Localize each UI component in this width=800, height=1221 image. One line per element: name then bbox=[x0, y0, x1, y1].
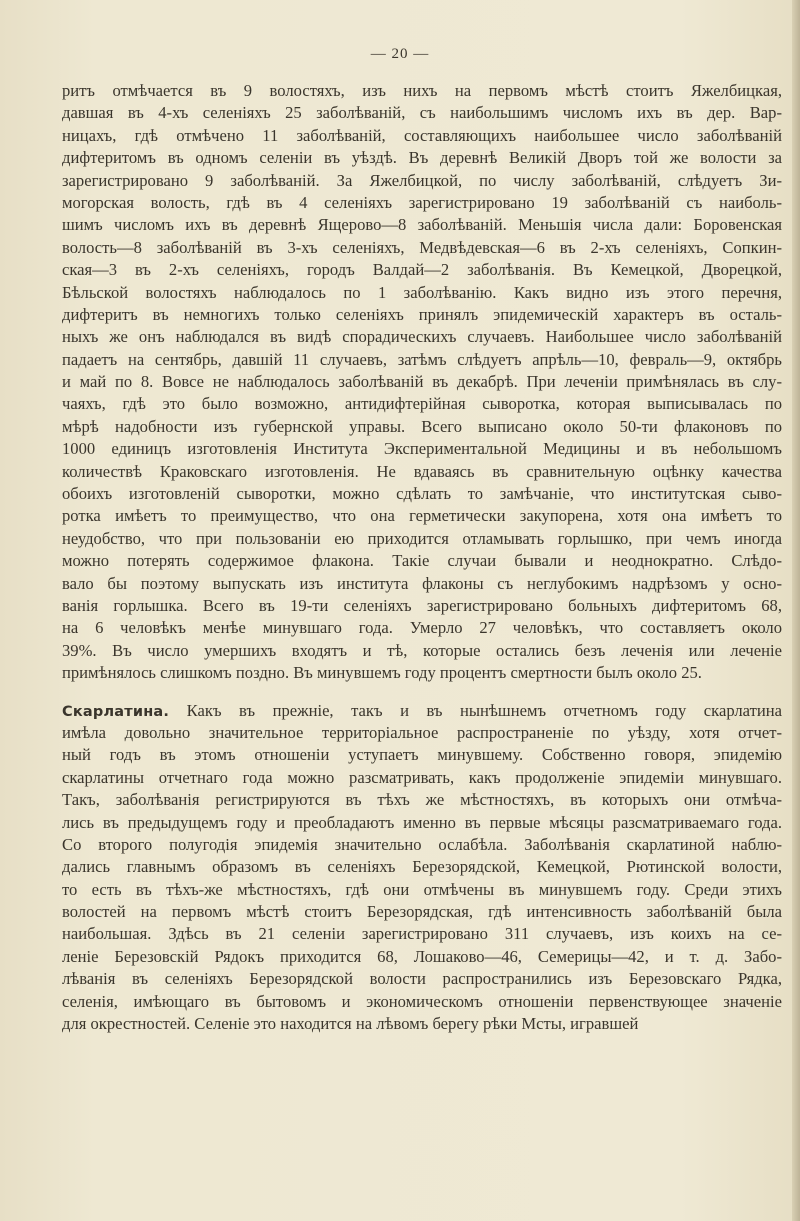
text-line bbox=[62, 789, 782, 811]
line-text: Какъ въ прежніе, такъ и въ нынѣшнемъ отчетномъ году скарлатина bbox=[169, 700, 782, 720]
text-line bbox=[62, 856, 782, 878]
text-line bbox=[62, 505, 782, 527]
text-line bbox=[62, 80, 782, 102]
text-line bbox=[62, 1013, 782, 1035]
text-line bbox=[62, 946, 782, 968]
text-line bbox=[62, 834, 782, 856]
text-line bbox=[62, 326, 782, 348]
line-text: чаяхъ, гдѣ это было возможно, антидифтерійная сыворотка, которая выписывалась по bbox=[62, 394, 782, 414]
line-text: на 6 человѣкъ менѣе минувшаго года. Умерло 27 человѣкъ, что составляетъ около bbox=[62, 618, 782, 638]
section-heading: Скарлатина. bbox=[62, 703, 170, 720]
text-line bbox=[62, 349, 782, 371]
line-text: лись въ предыдущемъ году и преобладаютъ именно въ первые мѣсяцы разсматриваемаго года. bbox=[62, 812, 782, 832]
text-line bbox=[62, 879, 782, 901]
text-line bbox=[62, 125, 782, 147]
text-line bbox=[62, 259, 782, 281]
text-line bbox=[62, 617, 782, 639]
paragraph-gap bbox=[62, 685, 782, 700]
text-line bbox=[62, 550, 782, 572]
text-line bbox=[62, 214, 782, 236]
line-text: для окрестностей. Селеніе это находится на лѣвомъ берегу рѣки Мсты, игравшей bbox=[62, 1014, 639, 1034]
line-text: дифтеритомъ въ одномъ селеніи въ уѣздѣ. Въ деревнѣ Великій Дворъ той же волости за bbox=[62, 148, 782, 168]
line-text: 39%. Въ число умершихъ входятъ и тѣ, которые остались безъ леченія или леченіе bbox=[62, 640, 782, 660]
line-text: дифтеритъ въ немногихъ только селеніяхъ принялъ эпидемическій характеръ въ осталь- bbox=[62, 304, 782, 324]
line-text: 1000 единицъ изготовленія Института Экспериментальной Медицины и въ небольшомъ bbox=[62, 439, 782, 459]
line-text: Такъ, заболѣванія регистрируются въ тѣхъ же мѣстностяхъ, въ которыхъ они отмѣча- bbox=[62, 790, 782, 810]
line-text: ный годъ въ этомъ отношеніи уступаетъ минувшему. Собственно говоря, эпидемію bbox=[62, 745, 782, 765]
text-line bbox=[62, 438, 782, 460]
line-text: шимъ числомъ ихъ въ деревнѣ Ящерово—8 заболѣваній. Меньшія числа дали: Боровенская bbox=[62, 215, 782, 235]
text-line bbox=[62, 968, 782, 990]
text-line bbox=[62, 901, 782, 923]
line-text: то есть въ тѣхъ-же мѣстностяхъ, гдѣ они отмѣчены въ минувшемъ году. Среди этихъ bbox=[62, 879, 782, 899]
line-text: скарлатины отчетнаго года можно разсматривать, какъ продолженіе эпидеміи минувшаго. bbox=[62, 767, 782, 787]
text-line bbox=[62, 102, 782, 124]
text-line bbox=[62, 923, 782, 945]
line-text: волостей на первомъ мѣстѣ стоитъ Березорядская, гдѣ интенсивность заболѣваній была bbox=[62, 902, 782, 922]
text-line bbox=[62, 595, 782, 617]
line-text: ротка имѣетъ то преимущество, что она герметически закупорена, хотя она имѣетъ то bbox=[62, 506, 782, 526]
page-number: — 20 — bbox=[370, 46, 430, 62]
text-line bbox=[62, 528, 782, 550]
text-line bbox=[62, 393, 782, 415]
text-line bbox=[62, 662, 782, 684]
line-text: ныхъ же онъ наблюдался въ видѣ спорадическихъ случаевъ. Наибольшее число заболѣваній bbox=[62, 327, 782, 347]
line-text: ванія горлышка. Всего въ 19-ти селеніяхъ зарегистрировано больныхъ дифтеритомъ 68, bbox=[62, 595, 782, 615]
line-text: ницахъ, гдѣ отмѣчено 11 заболѣваній, составляющихъ наибольшее число заболѣваній bbox=[62, 125, 782, 145]
body-text bbox=[62, 80, 782, 1035]
text-line bbox=[62, 416, 782, 438]
line-text: вало бы поэтому выпускать изъ института флаконы съ неглубокимъ надрѣзомъ у осно- bbox=[62, 573, 782, 593]
line-text: леніе Березовскій Рядокъ приходится 68, Лошаково—46, Семерицы—42, и т. д. Забо- bbox=[62, 946, 782, 966]
line-text: и май по 8. Вовсе не наблюдалось заболѣваній въ декабрѣ. При леченіи примѣнялась въ слу- bbox=[62, 372, 782, 392]
text-line bbox=[62, 573, 782, 595]
line-text: дались главнымъ образомъ въ селеніяхъ Березорядской, Кемецкой, Рютинской волости, bbox=[62, 857, 782, 877]
line-text: мѣрѣ надобности изъ губернской управы. Всего выписано около 50-ти флаконовъ по bbox=[62, 416, 782, 436]
text-line bbox=[62, 991, 782, 1013]
line-text: селенія, имѣющаго въ бытовомъ и экономическомъ отношеніи первенствующее значеніе bbox=[62, 991, 782, 1011]
text-line bbox=[62, 700, 782, 722]
text-line bbox=[62, 192, 782, 214]
line-text: Со второго полугодія эпидемія значительно ослабѣла. Заболѣванія скарлатиной наблю- bbox=[62, 834, 782, 854]
text-line bbox=[62, 237, 782, 259]
line-text: имѣла довольно значительное территоріальное распространеніе по уѣзду, хотя отчет- bbox=[62, 722, 782, 742]
text-line bbox=[62, 640, 782, 662]
text-line bbox=[62, 147, 782, 169]
text-line bbox=[62, 461, 782, 483]
text-line bbox=[62, 812, 782, 834]
text-line bbox=[62, 282, 782, 304]
text-line bbox=[62, 483, 782, 505]
line-text: обоихъ изготовленій сыворотки, можно сдѣлать то замѣчаніе, что институтская сыво- bbox=[62, 484, 782, 504]
text-line bbox=[62, 722, 782, 744]
line-text: лѣванія въ селеніяхъ Березорядской волости распространились изъ Березовскаго Рядка, bbox=[62, 969, 782, 989]
line-text: ритъ отмѣчается въ 9 волостяхъ, изъ нихъ на первомъ мѣстѣ стоитъ Яжелбицкая, bbox=[62, 81, 782, 100]
line-text: количествѣ Краковскаго изготовленія. Не вдаваясь въ сравнительную оцѣнку качества bbox=[62, 461, 782, 481]
line-text: наибольшая. Здѣсь въ 21 селеніи зарегистрировано 311 случаевъ, изъ коихъ на се- bbox=[62, 924, 782, 944]
line-text: волость—8 заболѣваній въ 3-хъ селеніяхъ, Медвѣдевская—6 въ 2-хъ селеніяхъ, Сопкин- bbox=[62, 237, 782, 257]
line-text: можно потерять содержимое флакона. Такіе случаи бывали и неоднократно. Слѣдо- bbox=[62, 551, 782, 571]
text-line bbox=[62, 304, 782, 326]
line-text: Бѣльской волостяхъ наблюдалось по 1 заболѣванію. Какъ видно изъ этого перечня, bbox=[62, 282, 782, 302]
line-text: зарегистрировано 9 заболѣваній. За Яжелбицкой, по числу заболѣваній, слѣдуетъ Зи- bbox=[62, 170, 782, 190]
line-text: давшая въ 4-хъ селеніяхъ 25 заболѣваній, съ наибольшимъ числомъ ихъ въ дер. Вар- bbox=[62, 103, 782, 123]
line-text: неудобство, что при пользованіи ею приходится отламывать горлышко, при чемъ иногда bbox=[62, 528, 782, 548]
line-text: ская—3 въ 2-хъ селеніяхъ, городъ Валдай—2 заболѣванія. Въ Кемецкой, Дворецкой, bbox=[62, 260, 782, 280]
text-line bbox=[62, 371, 782, 393]
line-text: примѣнялось слишкомъ поздно. Въ минувшемъ году процентъ смертности былъ около 25. bbox=[62, 663, 702, 683]
text-line bbox=[62, 170, 782, 192]
text-line bbox=[62, 767, 782, 789]
text-line bbox=[62, 744, 782, 766]
page-edge-shadow bbox=[792, 0, 800, 1221]
line-text: могорская волость, гдѣ въ 4 селеніяхъ зарегистрировано 19 заболѣваній съ наиболь- bbox=[62, 192, 782, 212]
line-text: падаетъ на сентябрь, давшій 11 случаевъ, затѣмъ слѣдуетъ апрѣль—10, февраль—9, октябрь bbox=[62, 349, 782, 369]
